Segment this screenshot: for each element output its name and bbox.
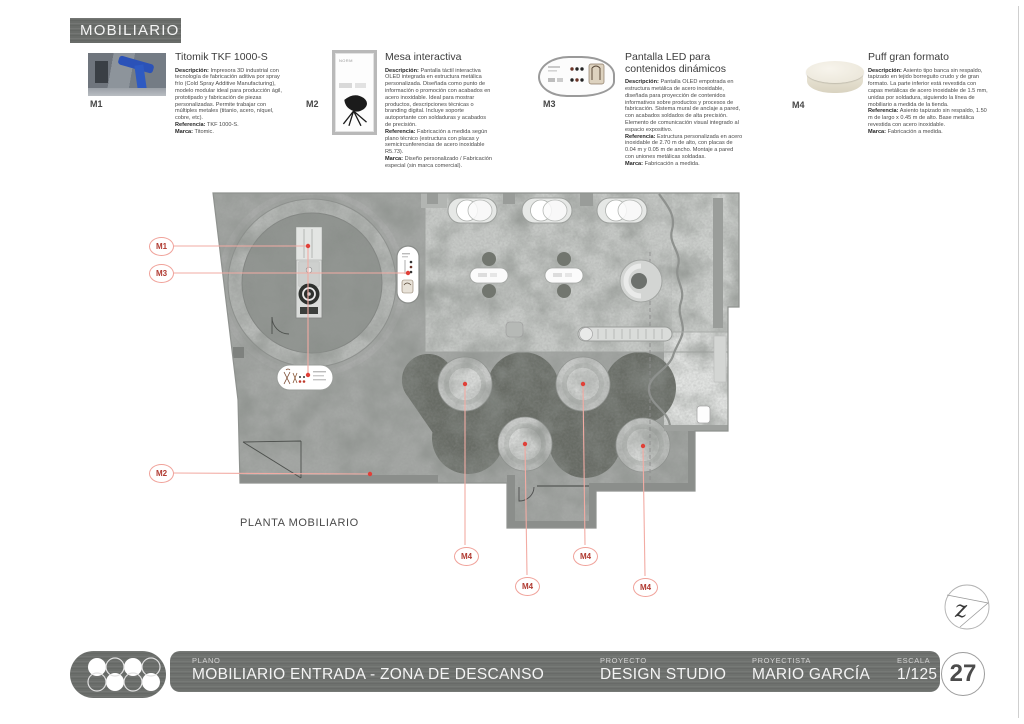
legend-desc-m1: Descripción: Impresora 3D industrial con tecnología de fabricación aditiva por spray frío (Cold Spray Additive Manufacturing), modelo modular ideal para producción ágil, prototipado y fabricación de piezas personalizadas. Permite trabajar con múltiples metales (titanio, acero, níquel, cobre, etc).: [175, 67, 282, 122]
escala-label: ESCALA: [897, 656, 931, 665]
legend-title-m3: Pantalla LED para contenidos dinámicos: [625, 51, 726, 75]
plan-marker-m2: M2: [149, 464, 174, 483]
plan-marker-m3: M3: [149, 264, 174, 283]
display-pill: [448, 198, 647, 223]
legend-code-m2: M2: [306, 99, 319, 109]
interactive-table: [277, 365, 333, 390]
proyecto-value: DESIGN STUDIO: [600, 666, 727, 683]
legend-brand-m2: Marca: Diseño personalizado / Fabricación especial (sin marca comercial).: [385, 156, 492, 169]
legend-desc-m3: Descripción: Pantalla OLED empotrada en estructura metálica de acero inoxidable, diseñada para proyección de contenidos informativos sobre productos y procesos de fabricación. Sistema mural de anclaje a pared, con acabados soldados de alta precisión. Elemento de comunicación visual integrado al espacio expositivo.: [625, 79, 741, 133]
legend-title-m1: Titomik TKF 1000-S: [175, 51, 268, 63]
sheet-number: 27: [941, 652, 985, 696]
vitrine-display: [578, 327, 672, 341]
legend-ref-m1: Referencia: TKF 1000-S.: [175, 122, 239, 129]
plan-floors: [200, 180, 760, 540]
legend-ref-m4: Referencia: Asiento tapizado sin respaldo, 1.50 m de largo x 0.45 m de alto. Base metálica revestida con acero inoxidable.: [868, 108, 987, 129]
legend-code-m4: M4: [792, 100, 805, 110]
legend-desc-m4: Descripción: Asiento tipo banca sin respaldo, tapizado en tejido borreguito crudo y de gran formato. La parte inferior está revestida con capas metálicas de acero inoxidable de 1.5 mm, unidas por soldadura, siguiendo la línea de mobiliario a medida de la tienda.: [868, 67, 988, 108]
plan-marker-m1: M1: [149, 237, 174, 256]
escala-value: 1/125: [897, 666, 938, 683]
proyecto-label: PROYECTO: [600, 656, 647, 665]
legend-desc-m2: Descripción: Pantalla táctil interactiva OLED integrada en estructura metálica personalizada. Diseñada como punto de información o promoción con acabados en acero inoxidable. Ideal para mostrar productos, descripciones técnicas o branding digital. Incluye soporte autoportante con soldaduras y acabados de precisión.: [385, 67, 491, 129]
legend-title-m2: Mesa interactiva: [385, 51, 462, 63]
north-symbol: [938, 580, 998, 636]
spiral-display: [620, 260, 662, 302]
field-escala: [897, 656, 937, 684]
page-border-right: [1018, 6, 1019, 718]
plan-marker-m4a: M4: [454, 547, 479, 566]
page-title: MOBILIARIO: [70, 18, 181, 43]
field-proyectista: [752, 656, 870, 684]
poster-brand-text: NORM: [339, 58, 353, 63]
legend-code-m1: M1: [90, 99, 103, 109]
north-letter: z: [955, 597, 968, 623]
proyectista-label: PROYECTISTA: [752, 656, 811, 665]
plan-caption: PLANTA MOBILIARIO: [240, 517, 359, 529]
plan-marker-m4c: M4: [515, 577, 540, 596]
plano-label: PLANO: [192, 656, 221, 665]
legend-brand-m3: Marca: Fabricación a medida.: [625, 160, 700, 167]
legend-brand-m1: Marca: Titomic.: [175, 128, 214, 135]
title-bar: [170, 651, 940, 692]
plan-marker-m4b: M4: [573, 547, 598, 566]
legend-code-m3: M3: [543, 99, 556, 109]
studio-logo: [70, 651, 166, 698]
legend-ref-m3: Referencia: Estructura personalizada en acero inoxidable de 2.70 m de alto, con placas de 0.04 m y 0.05 m de ancho. Montaje a pared con uniones metálicas soldadas.: [625, 133, 743, 161]
column: [506, 322, 523, 337]
field-proyecto: [600, 656, 726, 684]
legend-brand-m4: Marca: Fabricación a medida.: [868, 128, 943, 135]
plano-value: MOBILIARIO ENTRADA - ZONA DE DESCANSO: [192, 666, 545, 683]
plan-marker-m4d: M4: [633, 578, 658, 597]
field-plano: [192, 656, 544, 684]
logo-circles-icon: [70, 651, 166, 698]
legend-ref-m2: Referencia: Fabricación a medida según plano técnico (estructura con placas y semicircunferencias de acero inoxidable R5.73).: [385, 128, 488, 156]
legend-title-m4: Puff gran formato: [868, 51, 949, 63]
proyectista-value: MARIO GARCÍA: [752, 666, 871, 683]
